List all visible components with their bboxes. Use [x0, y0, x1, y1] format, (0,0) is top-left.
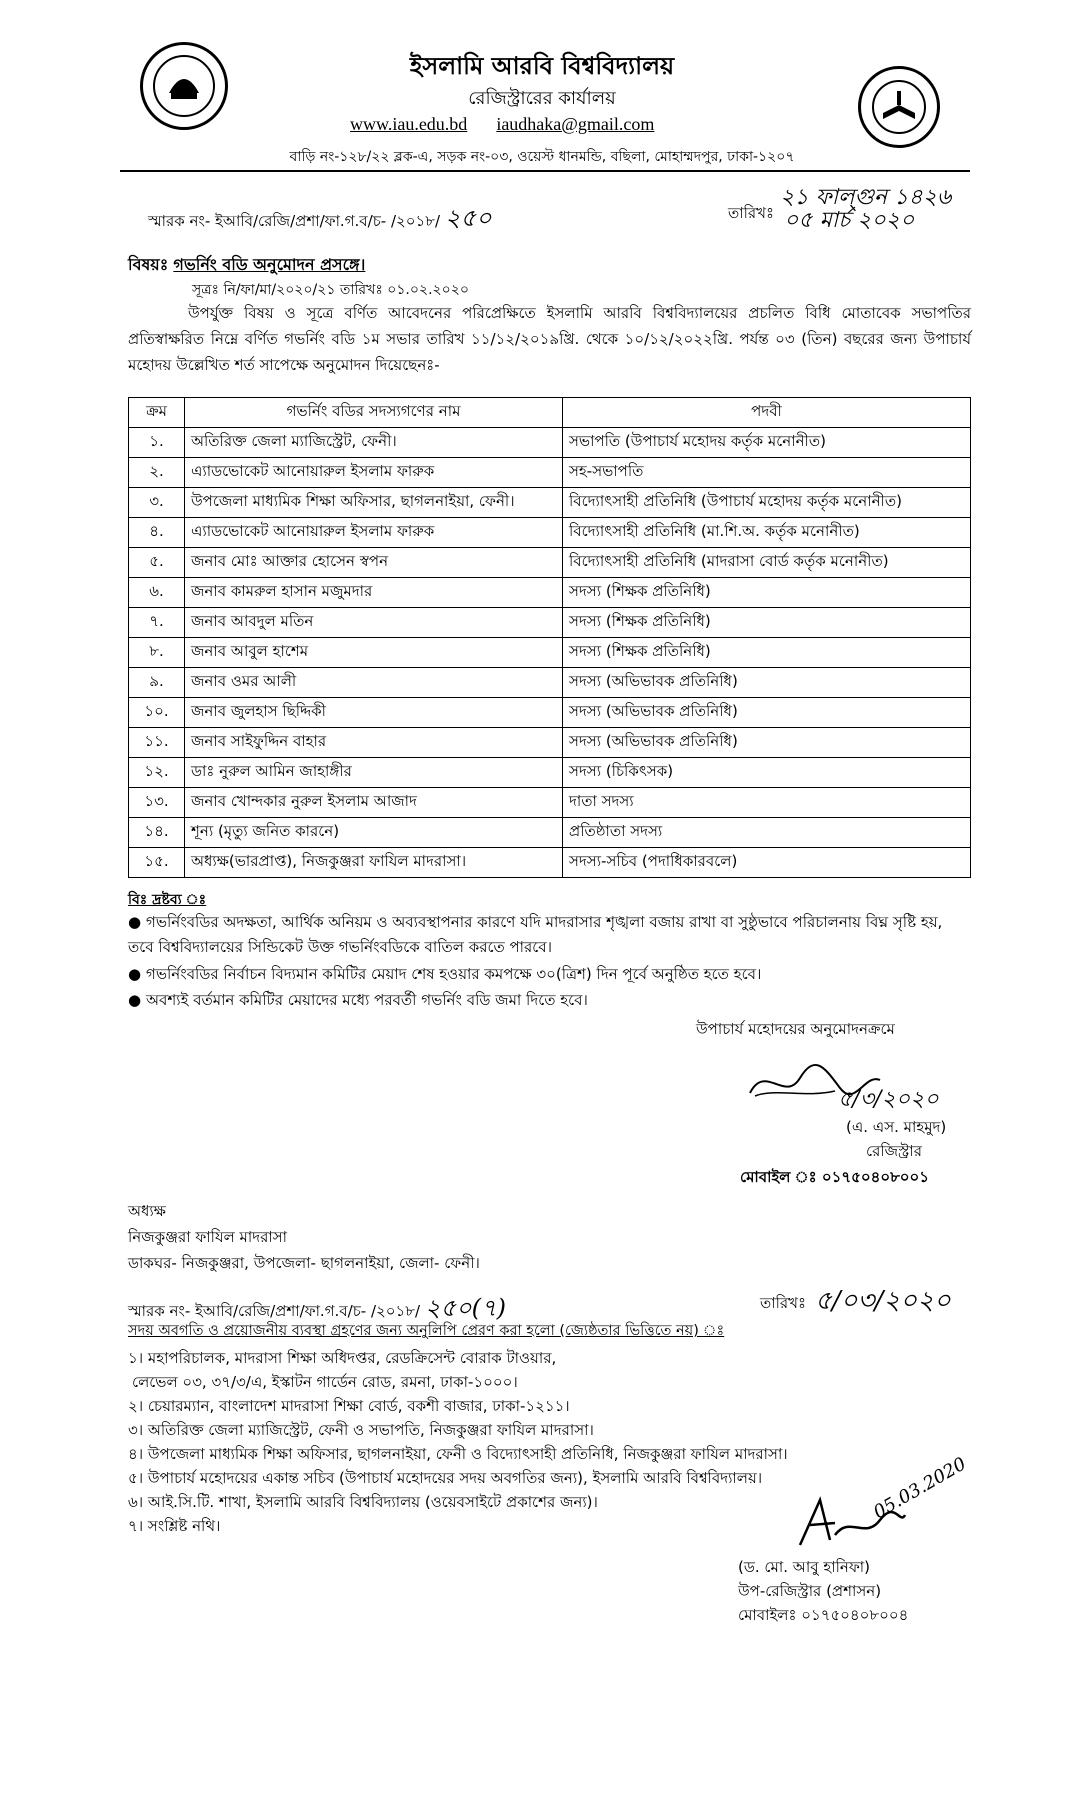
row-name: জনাব জুলহাস ছিদ্দিকী	[185, 698, 563, 728]
address: বাড়ি নং-১২৮/২২ ব্লক-এ, সড়ক নং-০৩, ওয়েস্ট ধানমন্ডি, বছিলা, মোহাম্মদপুর, ঢাকা-১২০৭	[289, 149, 795, 165]
memo-ref	[148, 200, 492, 240]
bullet-icon: ●	[128, 965, 142, 983]
row-designation: বিদ্যোৎসাহী প্রতিনিধি (মাদরাসা বোর্ড কর্তৃক মনোনীত)	[563, 548, 971, 578]
header-designation: পদবী	[563, 398, 971, 428]
signatory2-date: 05.03.2020	[870, 1453, 970, 1524]
row-designation: সদস্য (শিক্ষক প্রতিনিধি)	[563, 638, 971, 668]
row-serial: ৯.	[129, 668, 185, 698]
row-name: জনাব আবুল হাশেম	[185, 638, 563, 668]
email-link[interactable]: iaudhaka@gmail.com	[496, 114, 655, 134]
table-row	[129, 848, 971, 878]
memo-ref-text: স্মারক নং- ইআবি/রেজি/প্রশা/ফা.গ.ব/চ- /২০১৮/	[148, 212, 441, 230]
row-designation: সদস্য (শিক্ষক প্রতিনিধি)	[563, 578, 971, 608]
copy-item: ৪। উপজেলা মাধ্যমিক শিক্ষা অফিসার, ছাগলনাইয়া, ফেনী ও বিদ্যোৎসাহী প্রতিনিধি, নিজকুঞ্জরা ফাযিল মাদরাসা।	[128, 1445, 788, 1463]
copy-item: ১। মহাপরিচালক, মাদরাসা শিক্ষা অধিদপ্তর, রেডক্রিসেন্ট বোরাক টাওয়ার,	[128, 1349, 557, 1367]
row-designation: দাতা সদস্য	[563, 788, 971, 818]
website-link[interactable]: www.iau.edu.bd	[350, 114, 468, 134]
approval-note: উপাচার্য মহোদয়ের অনুমোদনক্রমে	[696, 1020, 895, 1038]
memo2-ref-hand: ২৫০(৭)	[424, 1294, 506, 1322]
row-serial: ১৪.	[129, 818, 185, 848]
memo2-date-hand: ৫/০৩/২০২০	[815, 1286, 951, 1316]
note-item	[128, 988, 971, 1013]
row-name: জনাব ওমর আলী	[185, 668, 563, 698]
row-serial: ১৩.	[129, 788, 185, 818]
signatory2-name: (ড. মো. আবু হানিফা)	[738, 1558, 870, 1576]
office-name: রেজিস্ট্রারের কার্যালয়	[468, 88, 616, 109]
row-designation: সদস্য (অভিভাবক প্রতিনিধি)	[563, 668, 971, 698]
header-divider	[120, 170, 970, 172]
row-designation: বিদ্যোৎসাহী প্রতিনিধি (উপাচার্য মহোদয় কর্তৃক মনোনীত)	[563, 488, 971, 518]
header-name: গভর্নিং বডির সদস্যগণের নাম	[185, 398, 563, 428]
subject-text: গভর্নিং বডি অনুমোদন প্রসঙ্গে।	[173, 255, 366, 274]
row-serial: ২.	[129, 458, 185, 488]
table-row	[129, 788, 971, 818]
table-row	[129, 548, 971, 578]
row-serial: ৮.	[129, 638, 185, 668]
memo-date-hand-2: ০৫ মার্চ ২০২০	[784, 208, 915, 233]
row-serial: ১১.	[129, 728, 185, 758]
row-serial: ১০.	[129, 698, 185, 728]
signatory1-date: ৫/৩/২০২০	[838, 1087, 939, 1112]
copy-item: ৬। আই.সি.টি. শাখা, ইসলামি আরবি বিশ্ববিদ্যালয় (ওয়েবসাইটে প্রকাশের জন্য)।	[128, 1493, 598, 1511]
row-name: জনাব কামরুল হাসান মজুমদার	[185, 578, 563, 608]
row-name: অধ্যক্ষ(ভারপ্রাপ্ত), নিজকুঞ্জরা ফাযিল মাদরাসা।	[185, 848, 563, 878]
copy-item: লেভেল ০৩, ৩৭/৩/এ, ইস্কাটন গার্ডেন রোড, রমনা, ঢাকা-১০০০।	[132, 1373, 518, 1391]
row-name: এ্যাডভোকেট আনোয়ারুল ইসলাম ফারুক	[185, 458, 563, 488]
row-designation: সভাপতি (উপাচার্য মহোদয় কর্তৃক মনোনীত)	[563, 428, 971, 458]
row-name: এ্যাডভোকেট আনোয়ারুল ইসলাম ফারুক	[185, 518, 563, 548]
row-designation: সদস্য (শিক্ষক প্রতিনিধি)	[563, 608, 971, 638]
copy-item: ৩। অতিরিক্ত জেলা ম্যাজিস্ট্রেট, ফেনী ও সভাপতি, নিজকুঞ্জরা ফাযিল মাদরাসা।	[128, 1421, 594, 1439]
memo-date-hand-1: ২১ ফাল্গুন ১৪২৬	[780, 185, 952, 210]
table-row	[129, 518, 971, 548]
table-row	[129, 638, 971, 668]
row-designation: বিদ্যোৎসাহী প্রতিনিধি (মা.শি.অ. কর্তৃক মনোনীত)	[563, 518, 971, 548]
table-row	[129, 758, 971, 788]
recipient-institution: নিজকুঞ্জরা ফাযিল মাদরাসা	[128, 1228, 287, 1246]
table-row	[129, 458, 971, 488]
recipient-title: অধ্যক্ষ	[128, 1202, 166, 1220]
notes-title: বিঃ দ্রষ্টব্য ঃ	[128, 892, 207, 908]
table-row	[129, 818, 971, 848]
table-row	[129, 488, 971, 518]
note-item	[128, 910, 971, 960]
row-designation: সদস্য (চিকিৎসক)	[563, 758, 971, 788]
row-serial: ১৫.	[129, 848, 185, 878]
row-serial: ১২.	[129, 758, 185, 788]
note-item	[128, 962, 971, 987]
row-name: জনাব মোঃ আক্তার হোসেন স্বপন	[185, 548, 563, 578]
memo2-ref-text: স্মারক নং- ইআবি/রেজি/প্রশা/ফা.গ.ব/চ- /২০১৮/	[128, 1302, 421, 1320]
table-header-row	[129, 398, 971, 428]
signatory2-mobile: মোবাইলঃ ০১৭৫০৪০৮০০৪	[738, 1606, 909, 1624]
row-designation: সহ-সভাপতি	[563, 458, 971, 488]
memo2-date-label: তারিখঃ	[760, 1294, 806, 1312]
table-row	[129, 428, 971, 458]
table-row	[129, 668, 971, 698]
row-designation: সদস্য (অভিভাবক প্রতিনিধি)	[563, 728, 971, 758]
signatory1-name: (এ. এস. মাহমুদ)	[846, 1118, 947, 1136]
note-text: অবশ্যই বর্তমান কমিটির মেয়াদের মধ্যে পরবর্তী গভর্নিং বডি জমা দিতে হবে।	[146, 991, 588, 1009]
row-designation: সদস্য (অভিভাবক প্রতিনিধি)	[563, 698, 971, 728]
recipient-address: ডাকঘর- নিজকুঞ্জরা, উপজেলা- ছাগলনাইয়া, জেলা- ফেনী।	[128, 1254, 480, 1272]
copy-item: ২। চেয়ারম্যান, বাংলাদেশ মাদরাসা শিক্ষা বোর্ড, বকশী বাজার, ঢাকা-১২১১।	[128, 1397, 570, 1415]
copy-intro: সদয় অবগতি ও প্রয়োজনীয় ব্যবস্থা গ্রহণের জন্য অনুলিপি প্রেরণ করা হলো (জ্যেষ্ঠতার ভিত্তিতে নয়) ঃ	[128, 1323, 725, 1339]
header-serial: ক্রম	[129, 398, 185, 428]
copy-item: ৭। সংশ্লিষ্ট নথি।	[128, 1517, 221, 1535]
memo-ref-hand: ২৫০	[444, 204, 492, 232]
row-name: ডাঃ নুরুল আমিন জাহাঙ্গীর	[185, 758, 563, 788]
governing-body-table	[128, 397, 971, 878]
row-serial: ৬.	[129, 578, 185, 608]
row-serial: ৭.	[129, 608, 185, 638]
university-name: ইসলামি আরবি বিশ্ববিদ্যালয়	[409, 52, 675, 80]
signatory2-title: উপ-রেজিস্ট্রার (প্রশাসন)	[738, 1582, 882, 1600]
row-designation: সদস্য-সচিব (পদাধিকারবলে)	[563, 848, 971, 878]
row-name: শূন্য (মৃত্যু জনিত কারনে)	[185, 818, 563, 848]
note-text: গভর্নিংবডির নির্বাচন বিদ্যমান কমিটির মেয়াদ শেষ হওয়ার কমপক্ষে ৩০(ত্রিশ) দিন পূর্বে অনুষ্ঠিত হতে হবে।	[146, 965, 762, 983]
body-paragraph: উপর্যুক্ত বিষয় ও সূত্রে বর্ণিত আবেদনের পরিপ্রেক্ষিতে ইসলামি আরবি বিশ্ববিদ্যালয়ের প্রচলিত বিধি মোতাবেক সভাপতির প্রতিস্বাক্ষরিত নিম্নে বর্ণিত গভর্নিং বডি ১ম সভার তারিখ ১১/১২/২০১৯খ্রি. থেকে ১০/১২/২০২২খ্রি. পর্যন্ত ০৩ (তিন) বছরের জন্য উপাচার্য মহোদয় উল্লেখিত শর্ত সাপেক্ষে অনুমোদন দিয়েছেনঃ-	[128, 304, 971, 374]
table-row	[129, 728, 971, 758]
table-row	[129, 608, 971, 638]
copy-item: ৫। উপাচার্য মহোদয়ের একান্ত সচিব (উপাচার্য মহোদয়ের সদয় অবগতির জন্য), ইসলামি আরবি বিশ্ববিদ্যালয়।	[128, 1469, 763, 1487]
bullet-icon: ●	[128, 913, 142, 931]
note-text: গভর্নিংবডির অদক্ষতা, আর্থিক অনিয়ম ও অব্যবস্থাপনার কারণে যদি মাদরাসার শৃঙ্খলা বজায় রাখা বা সুষ্ঠুভাবে পরিচালনায় বিঘ্ন সৃষ্টি হয়, তবে বিশ্ববিদ্যালয়ের সিন্ডিকেট উক্ত গভর্নিংবডিকে বাতিল করতে পারবে।	[128, 913, 943, 956]
subject-source: সূত্রঃ নি/ফা/মা/২০২০/২১ তারিখঃ ০১.০২.২০২০	[192, 282, 469, 298]
memo-date-label: তারিখঃ	[728, 204, 774, 222]
signatory1-mobile: মোবাইল ঃ ০১৭৫০৪০৮০০১	[740, 1168, 930, 1186]
row-serial: ৪.	[129, 518, 185, 548]
bullet-icon: ●	[128, 991, 142, 1009]
row-designation: প্রতিষ্ঠাতা সদস্য	[563, 818, 971, 848]
row-name: অতিরিক্ত জেলা ম্যাজিস্ট্রেট, ফেনী।	[185, 428, 563, 458]
row-serial: ৩.	[129, 488, 185, 518]
signatory1-title: রেজিস্ট্রার	[866, 1142, 923, 1160]
row-serial: ১.	[129, 428, 185, 458]
row-name: জনাব সাইফুদ্দিন বাহার	[185, 728, 563, 758]
row-name: জনাব খোন্দকার নুরুল ইসলাম আজাদ	[185, 788, 563, 818]
subject	[128, 252, 365, 279]
table-row	[129, 578, 971, 608]
table-row	[129, 698, 971, 728]
row-name: জনাব আবদুল মতিন	[185, 608, 563, 638]
subject-label: বিষয়ঃ	[128, 255, 169, 274]
row-name: উপজেলা মাধ্যমিক শিক্ষা অফিসার, ছাগলনাইয়া, ফেনী।	[185, 488, 563, 518]
row-serial: ৫.	[129, 548, 185, 578]
